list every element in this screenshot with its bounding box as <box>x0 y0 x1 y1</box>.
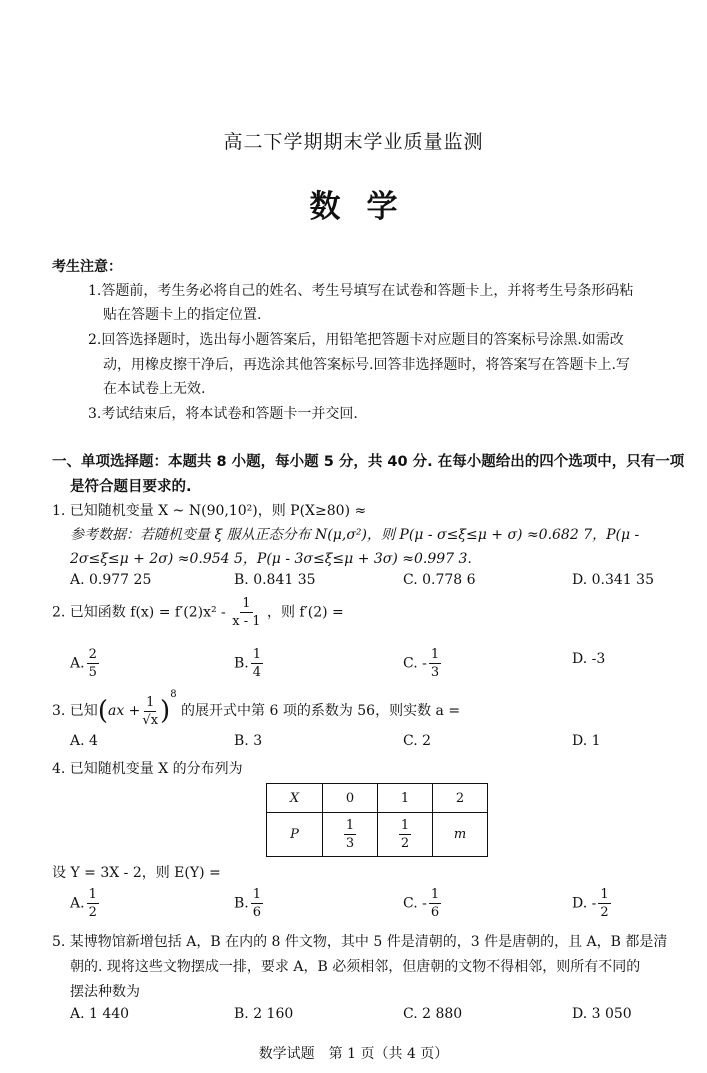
q2-option-a-num: 2 <box>88 647 97 662</box>
q4-table-x1: 1 <box>378 784 433 813</box>
q2-option-b-label: B. <box>234 655 249 672</box>
q3-right-paren: ) <box>160 696 171 726</box>
q5-option-b: B. 2 160 <box>234 1006 294 1022</box>
q2-option-c-den: 3 <box>430 665 440 680</box>
q2-frac-num: 1 <box>242 596 251 611</box>
q2-option-c-label: C. <box>403 655 418 672</box>
q4-table-p-header: P <box>267 813 323 857</box>
q3-option-b: B. 3 <box>234 733 263 749</box>
q5-option-d: D. 3 050 <box>572 1006 632 1022</box>
q3-option-d: D. 1 <box>572 733 601 749</box>
q4-option-a-label: A. <box>70 895 85 912</box>
q1-option-d: D. 0.341 35 <box>572 572 654 588</box>
q2-option-b-den: 4 <box>252 665 262 680</box>
section-heading-line-2: 是符合题目要求的. <box>70 479 192 495</box>
q4-option-c-sign: - <box>422 895 427 912</box>
q3-stem-b: 的展开式中第 6 项的系数为 56，则实数 a = <box>181 703 461 719</box>
q3-option-c: C. 2 <box>403 733 432 749</box>
q5-option-c: C. 2 880 <box>403 1006 463 1022</box>
q4-option-a <box>70 888 101 919</box>
q4-table-x0: 0 <box>323 784 378 813</box>
q4-table-row-p <box>267 813 488 857</box>
q4-option-c <box>403 888 443 919</box>
q2-stem <box>52 597 344 628</box>
section-heading-line-1: 一、单项选择题：本题共 8 小题，每小题 5 分，共 40 分. 在每小题给出的四个选项中，只有一项 <box>52 454 685 470</box>
q4-option-d-den: 2 <box>600 905 609 920</box>
q4-table-x-header: X <box>267 784 323 813</box>
q1-stem: 1. 已知随机变量 X ~ N(90,10²)，则 P(X≥80) ≈ <box>52 503 367 519</box>
q5-line-1: 5. 某博物馆新增包括 A，B 在内的 8 件文物，其中 5 件是清朝的，3 件是唐朝的，且 A，B 都是清 <box>52 934 668 950</box>
q4-option-c-den: 6 <box>430 905 440 920</box>
q3-frac-num: 1 <box>146 694 155 710</box>
q4-p0-den: 3 <box>345 836 355 851</box>
q1-reference-line-1: 参考数据：若随机变量 ξ 服从正态分布 N(μ,σ²)，则 P(μ - σ≤ξ≤μ + σ) ≈0.682 7，P(μ - <box>70 527 640 543</box>
q2-option-b <box>234 648 265 679</box>
q4-table-p0 <box>323 813 378 857</box>
q2-option-d-text: -3 <box>591 651 606 667</box>
q4-option-d <box>572 888 613 919</box>
q3-stem <box>52 689 460 727</box>
q4-p1-den: 2 <box>400 836 410 851</box>
q5-line-3: 摆法种数为 <box>70 984 140 1000</box>
notice-line-1: 1.答题前，考生务必将自己的姓名、考生号填写在试卷和答题卡上，并将考生号条形码粘 <box>88 283 634 299</box>
q3-option-a: A. 4 <box>70 733 98 749</box>
q2-stem-fraction <box>232 597 260 628</box>
q4-option-b-den: 6 <box>252 905 262 920</box>
q2-option-b-num: 1 <box>252 647 262 662</box>
q4-option-d-sign: - <box>591 895 597 912</box>
q4-table-x2: 2 <box>433 784 488 813</box>
q4-table-row-x <box>267 784 488 813</box>
q3-expr-a: ax + <box>107 703 141 719</box>
q2-option-c-num: 1 <box>430 647 440 662</box>
q4-option-b <box>234 888 265 919</box>
notice-line-2c: 在本试卷上无效. <box>103 381 206 397</box>
q4-option-a-num: 1 <box>88 887 97 902</box>
q1-option-a: A. 0.977 25 <box>70 572 152 588</box>
q4-table-p2: m <box>433 813 488 857</box>
q2-option-c-sign: - <box>422 655 427 672</box>
subject-title: 数学 <box>309 189 424 225</box>
q3-frac-den: √x <box>142 712 159 728</box>
notice-line-2: 2.回答选择题时，选出每小题答案后，用铅笔把答题卡对应题目的答案标号涂黑.如需改 <box>88 332 624 348</box>
q2-option-a-label: A. <box>70 655 85 672</box>
q2-option-d <box>572 651 605 667</box>
q5-option-a: A. 1 440 <box>70 1006 130 1022</box>
q2-option-a <box>70 648 101 679</box>
q3-expr-fraction <box>142 696 158 727</box>
q4-option-b-label: B. <box>234 895 249 912</box>
q3-stem-a: 3. 已知 <box>52 703 98 719</box>
q4-table-p1 <box>378 813 433 857</box>
q4-option-b-num: 1 <box>252 887 262 902</box>
exam-title: 高二下学期期末学业质量监测 <box>223 131 484 153</box>
notice-line-2b: 动，用橡皮擦干净后，再选涂其他答案标号.回答非选择题时，将答案写在答题卡上.写 <box>103 357 630 373</box>
q4-option-d-num: 1 <box>600 887 609 902</box>
q4-distribution-table <box>266 783 488 857</box>
q4-option-c-label: C. <box>403 895 418 912</box>
q4-option-c-num: 1 <box>430 887 440 902</box>
q2-stem-a: 2. 已知函数 f(x) = f′(2)x² - <box>52 604 226 621</box>
q4-p0-num: 1 <box>345 818 355 833</box>
q4-stem-2: 设 Y = 3X - 2，则 E(Y) = <box>52 865 221 881</box>
q2-option-d-label: D. <box>572 651 588 667</box>
q1-option-c: C. 0.778 6 <box>403 572 476 588</box>
q2-stem-b: ，则 f′(2) = <box>266 604 344 621</box>
notice-heading: 考生注意： <box>52 259 122 275</box>
q4-stem: 4. 已知随机变量 X 的分布列为 <box>52 761 243 777</box>
q5-line-2: 朝的. 现将这些文物摆成一排，要求 A，B 必须相邻，但唐朝的文物不得相邻，则所有不同的 <box>70 959 641 975</box>
q1-reference-line-2: 2σ≤ξ≤μ + 2σ) ≈0.954 5，P(μ - 3σ≤ξ≤μ + 3σ) ≈0.997 3. <box>70 551 472 567</box>
q4-option-a-den: 2 <box>88 905 97 920</box>
q4-option-d-label: D. <box>572 895 588 912</box>
q3-left-paren: ( <box>97 696 108 726</box>
q3-power: 8 <box>170 689 177 700</box>
q2-option-c <box>403 648 443 679</box>
notice-line-1b: 贴在答题卡上的指定位置. <box>103 307 262 323</box>
page-footer: 数学试题 第 1 页（共 4 页） <box>258 1046 449 1062</box>
q2-option-a-den: 5 <box>88 665 97 680</box>
q1-option-b: B. 0.841 35 <box>234 572 316 588</box>
q4-p1-num: 1 <box>400 818 410 833</box>
notice-line-3: 3.考试结束后，将本试卷和答题卡一并交回. <box>88 406 358 422</box>
q2-frac-den: x - 1 <box>232 614 261 629</box>
